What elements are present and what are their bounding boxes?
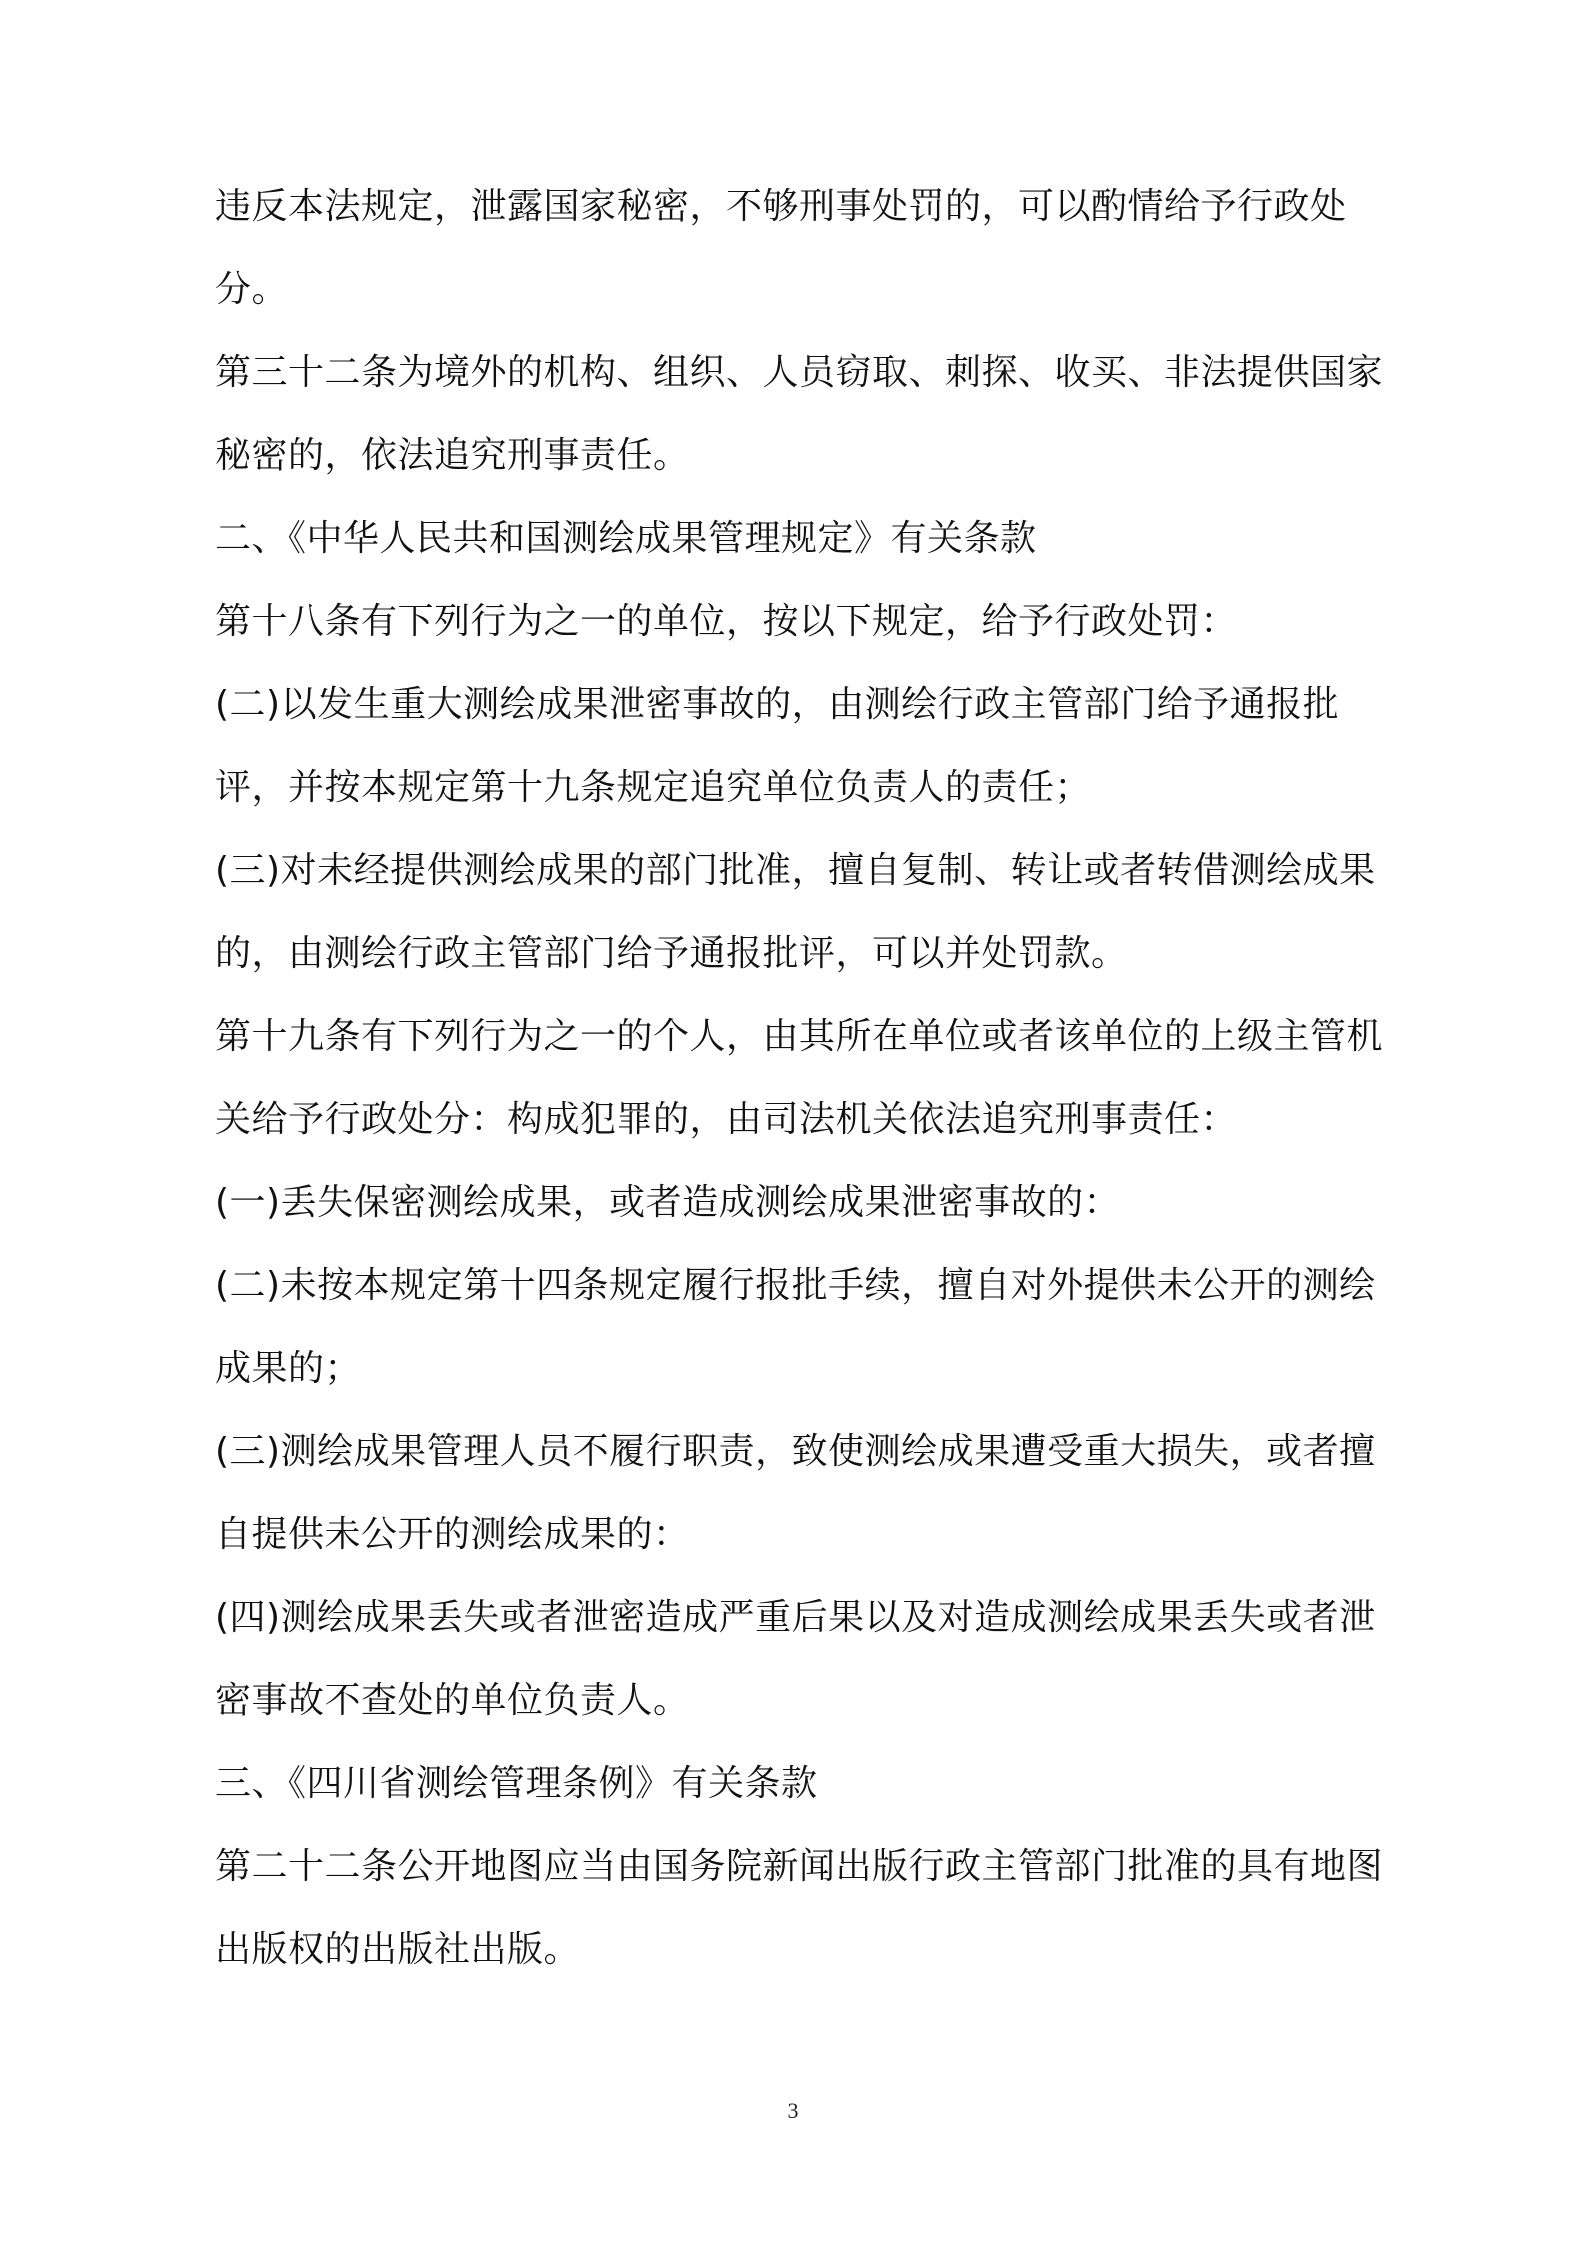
paragraph-article-19: 第十九条有下列行为之一的个人，由其所在单位或者该单位的上级主管机关给予行政处分：构成犯罪的，由司法机关依法追究刑事责任： xyxy=(215,1016,1384,1140)
paragraph-item-19-1: (一)丢失保密测绘成果，或者造成测绘成果泄密事故的： xyxy=(215,1182,1121,1223)
section-heading-2: 二、《中华人民共和国测绘成果管理规定》有关条款 xyxy=(215,518,1037,559)
paragraph-1: 违反本法规定，泄露国家秘密，不够刑事处罚的，可以酌情给予行政处分。 xyxy=(215,186,1347,310)
paragraph-item-18-3: (三)对未经提供测绘成果的部门批准，擅自复制、转让或者转借测绘成果的，由测绘行政主管部门给予通报批评，可以并处罚款。 xyxy=(215,850,1376,974)
paragraph-article-32: 第三十二条为境外的机构、组织、人员窃取、刺探、收买、非法提供国家秘密的，依法追究刑事责任。 xyxy=(215,352,1384,476)
paragraph-item-19-2: (二)未按本规定第十四条规定履行报批手续，擅自对外提供未公开的测绘成果的； xyxy=(215,1265,1376,1389)
document-body xyxy=(215,165,1385,1991)
section-heading-3: 三、《四川省测绘管理条例》有关条款 xyxy=(215,1763,818,1804)
paragraph-item-18-2: (二)以发生重大测绘成果泄密事故的，由测绘行政主管部门给予通报批评，并按本规定第十九条规定追究单位负责人的责任； xyxy=(215,684,1340,808)
paragraph-item-19-3: (三)测绘成果管理人员不履行职责，致使测绘成果遭受重大损失，或者擅自提供未公开的测绘成果的： xyxy=(215,1431,1376,1555)
paragraph-article-22: 第二十二条公开地图应当由国务院新闻出版行政主管部门批准的具有地图出版权的出版社出版。 xyxy=(215,1846,1384,1970)
page-number: 3 xyxy=(787,2098,799,2123)
paragraph-article-18: 第十八条有下列行为之一的单位，按以下规定，给予行政处罚： xyxy=(215,601,1238,642)
paragraph-item-19-4: (四)测绘成果丢失或者泄密造成严重后果以及对造成测绘成果丢失或者泄密事故不查处的单位负责人。 xyxy=(215,1597,1376,1721)
